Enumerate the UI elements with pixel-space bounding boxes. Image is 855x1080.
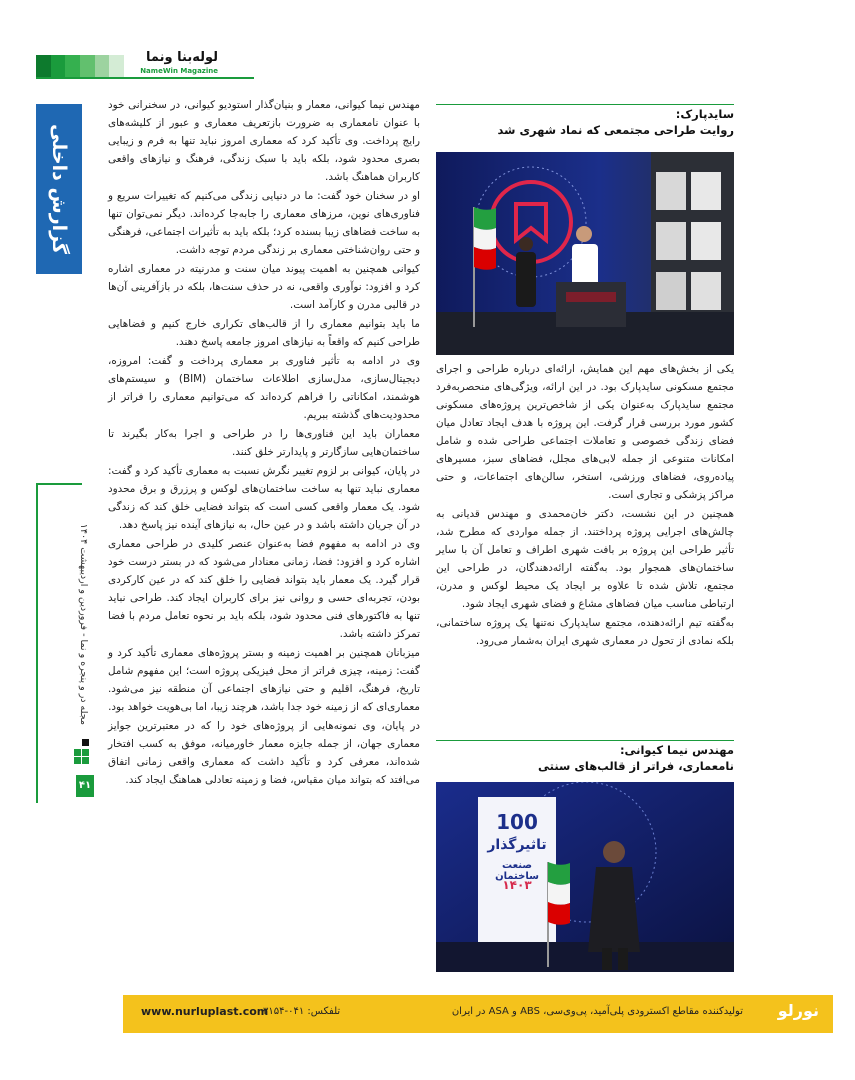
logo-persian: لوله‌بنا و‌نما bbox=[146, 50, 218, 65]
footer-website-link[interactable]: www.nurluplast.com bbox=[141, 1005, 269, 1018]
magazine-logo[interactable] bbox=[128, 50, 218, 80]
footer-brand-logo bbox=[759, 997, 819, 1031]
article-right-column bbox=[436, 360, 734, 722]
header-bar-segment bbox=[51, 55, 66, 77]
header-bar-segment bbox=[36, 55, 51, 77]
article-paragraph: وی در ادامه به مفهوم فضا به‌عنوان عنصر کلیدی در طراحی معماری اشاره کرد و افزود: فضا، زمانی معنادار می‌شود که در بستر درست خود قرار گیرد. یک معمار باید بتواند فضایی را خلق کند که در عین کارکردی بودن، تجربه‌ای حسی و روانی نیز برای کاربران ایجاد کند. طراحی نباید تنها به فاکتورهای فنی محدود شود، بلکه باید بر نحوه تعامل مردم با فضا تمرکز داشته باشد. bbox=[108, 538, 420, 640]
article-paragraph: مهندس نیما کیوانی، معمار و بنیان‌گذار استودیو کیوانی، در سخنرانی خود با عنوان نامعماری به ضرورت بازتعریف معماری و عبور از کلیشه‌های رایج پرداخت. وی تأکید کرد که معماری امروز نباید تنها به فرم و زیبایی بصری محدود شود، بلکه باید با سبک زندگی، فرهنگ و نیازهای واقعی کاربران هماهنگ باشد. bbox=[108, 99, 420, 183]
footer-description: تولیدکننده مقاطع اکسترودی پلی‌آمید، پی‌وی‌سی، ABS و ASA در ایران bbox=[451, 1006, 743, 1017]
article-paragraph: او در سخنان خود گفت: ما در دنیایی زندگی می‌کنیم که تغییرات سریع و فناوری‌های نوین، مرزهای معماری را جابه‌جا کرده‌اند. دیگر نمی‌توان تنها به ساخت فضاهای زیبا بسنده کرد؛ بلکه باید به تأثیرات اجتماعی، فرهنگی و حتی روان‌شناختی معماری بر زندگی مردم توجه داشت. bbox=[108, 190, 420, 256]
caption-title: روایت طراحی مجتمعی که نماد شهری شد bbox=[497, 123, 734, 137]
article-paragraph: کیوانی همچنین به اهمیت پیوند میان سنت و مدرنیته در معماری اشاره کرد و افزود: نوآوری واقعی، نه در حذف سنت‌ها، بلکه در بازآفرینی آن‌ها در قالبی مدرن و کارآمد است. bbox=[108, 263, 420, 311]
footer-brand: نورلو bbox=[777, 1001, 819, 1020]
article-left-column bbox=[108, 96, 420, 966]
article-paragraph: میزبانان همچنین بر اهمیت زمینه و بستر پروژه‌های معماری تأکید کرد و گفت: زمینه، چیزی فراتر از محل فیزیکی پروژه است؛ این مفهوم شامل تاریخ، فرهنگ، اقلیم و حتی نیازهای اجتماعی آن منطقه نیز می‌شود. معماری‌ای که از زمینه خود جدا باشد، هرچند زیبا، اما بی‌هویت خواهد بود. bbox=[108, 647, 420, 713]
side-logo-blocks-icon bbox=[74, 735, 90, 771]
caption-label: ساید‌پارک: bbox=[675, 107, 734, 121]
article-paragraph: یکی از بخش‌های مهم این همایش، ارائه‌ای درباره طراحی و اجرای مجتمع مسکونی ساید‌پارک بود. در این ارائه، ویژگی‌های منحصربه‌فرد مجتمع ساید‌پارک به‌عنوان یکی از شاخص‌ترین پروژه‌های مسکونی کشور مورد بررسی قرار گرفت. این پروژه با هدف ایجاد تعادل میان فضای زندگی خصوصی و تعاملات اجتماعی طراحی شده و شامل امکانات متنوعی از جمله لابی‌های مجلل، فضاهای سبز، مسیرهای پیاده‌روی، فضاهای ورزشی، استخر، سالن‌های اجتماعات، و حتی مراکز پزشکی و تجاری است. bbox=[436, 363, 734, 501]
section-title: گزارش داخلی bbox=[48, 123, 70, 255]
article-paragraph: در پایان، کیوانی بر لزوم تغییر نگرش نسبت به معماری تأکید کرد و گفت: معماری نباید تنها به ساخت ساختمان‌های لوکس و پرزرق و برق محدود شود. یک معمار واقعی کسی است که بتواند فضایی خلق کند که زندگی در آن جریان داشته باشد و در عین حال، به نیازهای آینده نیز پاسخ دهد. bbox=[108, 465, 420, 531]
article-paragraph: همچنین در این نشست، دکتر خان‌محمدی و مهندس قدیانی به چالش‌های اجرایی پروژه پرداختند. از جمله مواردی که مطرح شد، تأثیر طراحی این پروژه بر بافت شهری اطراف و تعامل آن با سایر ساختمان‌های همجوار بود. به‌گفته ارائه‌دهندگان، در طراحی این مجتمع، تلاش شده تا علاوه بر ایجاد یک محیط لوکس و مدرن، ارتباطی مناسب میان فضاهای مشاع و فضای شهری ایجاد شود. bbox=[436, 508, 734, 610]
header-bar-segment bbox=[95, 55, 110, 77]
logo-english: NameWin Magazine bbox=[140, 67, 218, 75]
article-paragraph: به‌گفته تیم ارائه‌دهنده، مجتمع ساید‌پارک نه‌تنها یک پروژه ساختمانی، بلکه نمادی از تحول در معماری شهری ایران به‌شمار می‌رود. bbox=[436, 617, 734, 647]
stage-screen-subtitle: صنعت ساختمان bbox=[495, 860, 539, 882]
photo-speaker-keyvani bbox=[436, 782, 734, 972]
side-rule-vertical bbox=[36, 483, 38, 803]
caption-rule bbox=[436, 740, 734, 741]
stage-screen-number: 100 bbox=[496, 810, 538, 834]
header-bar-segment bbox=[65, 55, 80, 77]
header-color-bar bbox=[36, 55, 124, 77]
caption-label: مهندس نیما کیوانی: bbox=[619, 743, 734, 757]
footer-ad-banner[interactable] bbox=[123, 995, 833, 1033]
side-rule-horizontal bbox=[36, 483, 82, 485]
article-paragraph: در پایان، وی نمونه‌هایی از پروژه‌های خود را که در معتبرترین جوایز معماری جهان، از جمله جایزه معمار خاورمیانه، موفق به کسب افتخار شده‌اند، معرفی کرد و تأکید داشت که معماری واقعی زمانی اتفاق می‌افتد که بتواند میان مقیاس، فضا و زمینه تعادلی هماهنگ ایجاد کند. bbox=[108, 720, 420, 786]
page-number: ۴۱ bbox=[76, 775, 94, 797]
header-bar-segment bbox=[109, 55, 124, 77]
stage-screen-title: تاثیرگذار bbox=[487, 837, 547, 853]
article-paragraph: معماران باید این فناوری‌ها را در طراحی و اجرا به‌کار بگیرند تا ساختمان‌هایی سازگارتر و پایدارتر خلق کنند. bbox=[108, 428, 420, 458]
caption-title: نامعماری، فراتر از قالب‌های سنتی bbox=[538, 759, 734, 773]
section-tab bbox=[36, 104, 82, 274]
footer-phone: تلفکس: ۰۴۱-۳۱۵۴ bbox=[263, 1006, 341, 1017]
caption-sidepark bbox=[436, 106, 734, 138]
article-paragraph: وی در ادامه به تأثیر فناوری بر معماری پرداخت و گفت: امروزه، دیجیتال‌سازی، مدل‌سازی اطلاعات ساختمان (BIM) و سیستم‌های هوشمند، امکاناتی را فراهم کرده‌اند که می‌توانیم معماری را فراتر از محدودیت‌های گذشته ببریم. bbox=[108, 355, 421, 421]
magazine-issue-info: مجله در و پنجره و نما - فروردین و اردیبهشت ۱۴۰۴ bbox=[78, 523, 89, 725]
header-bar-segment bbox=[80, 55, 95, 77]
caption-keyvani bbox=[436, 742, 734, 774]
article-paragraph: ما باید بتوانیم معماری را از قالب‌های تکراری خارج کنیم و فضاهایی طراحی کنیم که واقعاً به نیازهای امروز جامعه پاسخ دهند. bbox=[108, 318, 420, 348]
caption-rule bbox=[436, 104, 734, 105]
stage-screen-year: ۱۴۰۳ bbox=[502, 878, 532, 892]
photo-stage-presentation bbox=[436, 152, 734, 355]
